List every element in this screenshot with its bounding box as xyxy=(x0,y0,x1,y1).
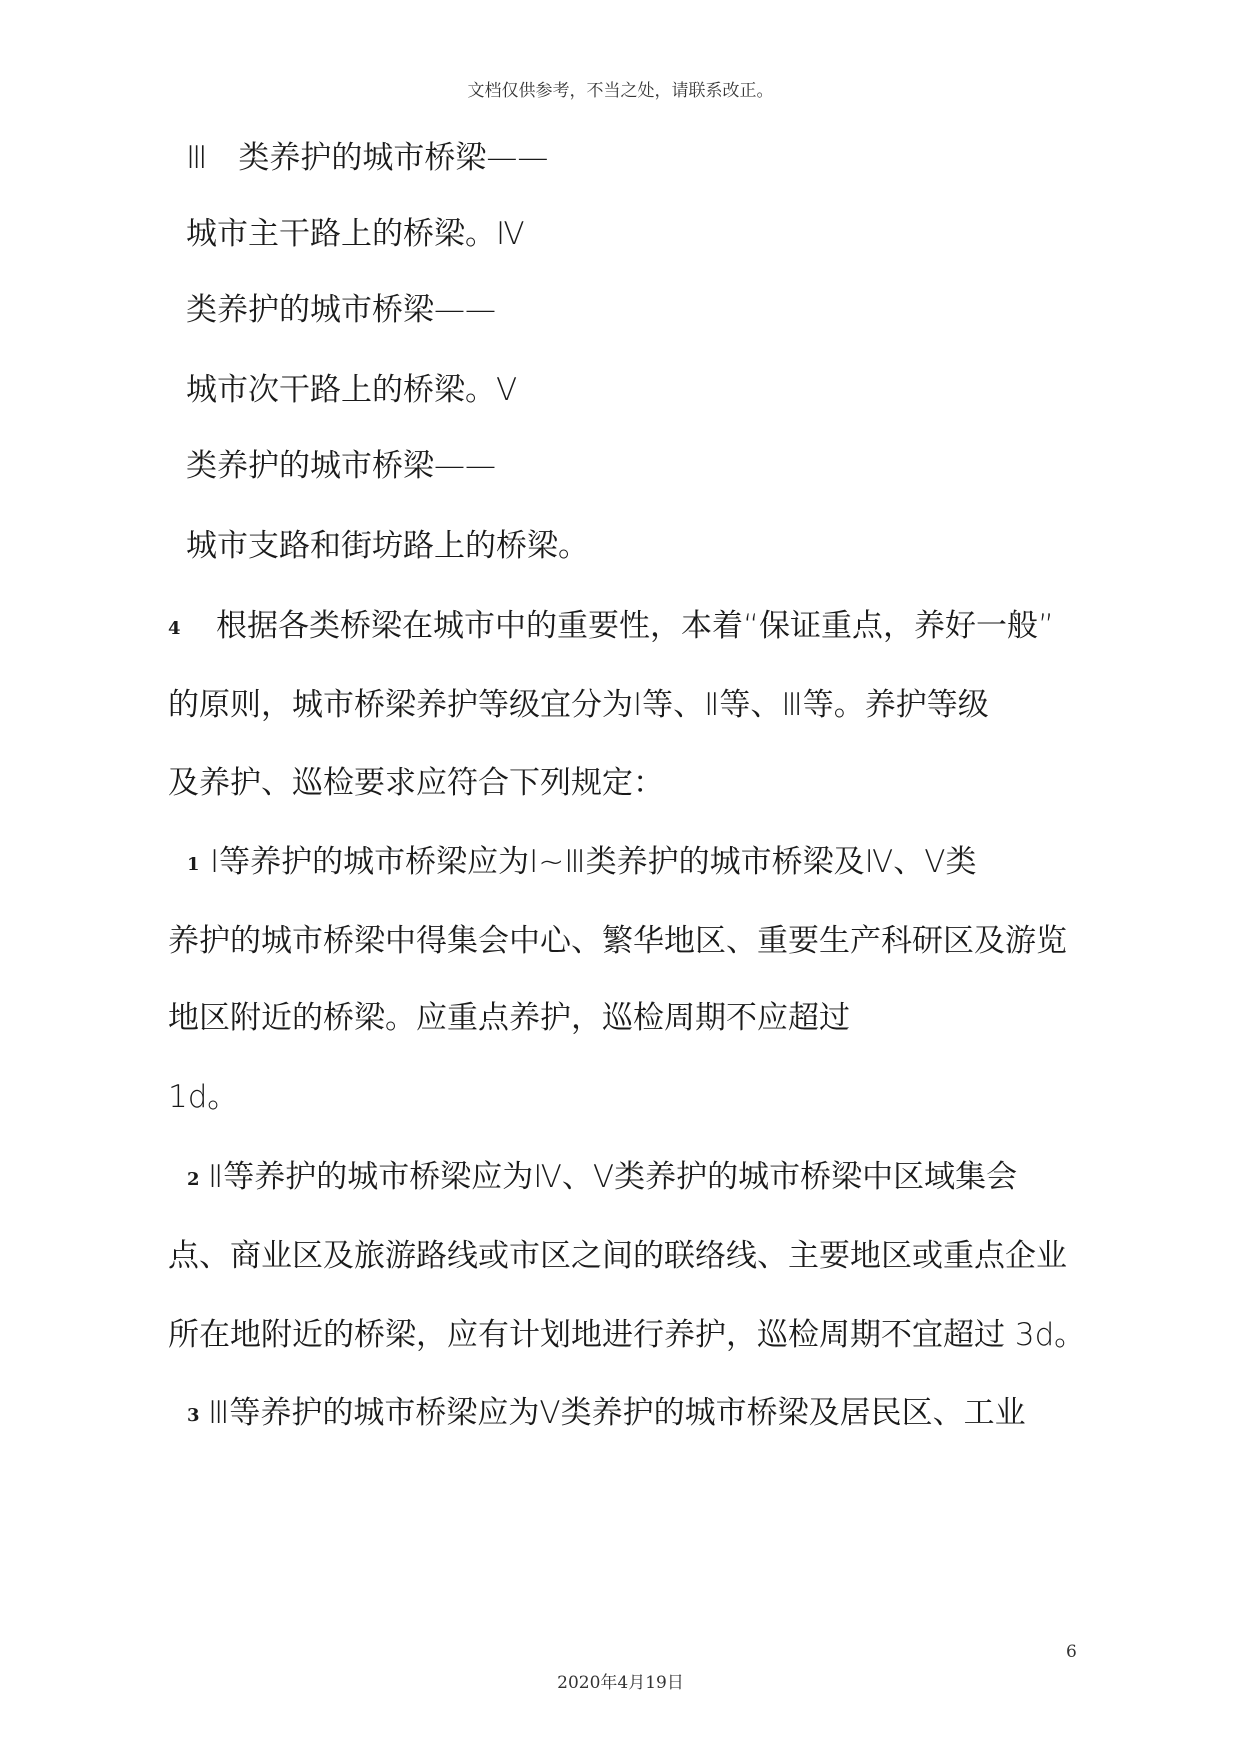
page-number: 6 xyxy=(1066,1642,1077,1662)
text-line: 根据各类桥梁在城市中的重要性，本着“保证重点，养好一般” xyxy=(216,608,1055,644)
text-line: Ⅲ等养护的城市桥梁应为Ⅴ类养护的城市桥梁及居民区、工业 xyxy=(208,1395,1026,1431)
text-line: 所在地附近的桥梁，应有计划地进行养护，巡检周期不宜超过 3d。 xyxy=(168,1317,1086,1353)
text-line: 地区附近的桥梁。应重点养护，巡检周期不应超过 xyxy=(168,1000,850,1036)
text-line: 类养护的城市桥梁—— xyxy=(186,292,496,328)
text-line: 城市主干路上的桥梁。Ⅳ xyxy=(186,216,525,252)
header-note: 文档仅供参考，不当之处，请联系改正。 xyxy=(467,81,774,101)
text-line: 城市支路和街坊路上的桥梁。 xyxy=(186,528,589,564)
text-line: 养护的城市桥梁中得集会中心、繁华地区、重要生产科研区及游览 xyxy=(168,923,1067,959)
text-line: 的原则，城市桥梁养护等级宜分为Ⅰ等、Ⅱ等、Ⅲ等。养护等级 xyxy=(168,687,989,723)
clause-number: 4 xyxy=(168,618,181,639)
text-line: 及养护、巡检要求应符合下列规定： xyxy=(168,765,664,801)
item-number-3: 3 xyxy=(187,1405,200,1426)
text-line: Ⅱ等养护的城市桥梁应为Ⅳ、Ⅴ类养护的城市桥梁中区域集会 xyxy=(208,1159,1018,1195)
text-line: 类养护的城市桥梁—— xyxy=(186,448,496,484)
text-line: Ⅰ等养护的城市桥梁应为Ⅰ~Ⅲ类养护的城市桥梁及Ⅳ、Ⅴ类 xyxy=(210,844,977,880)
item-number-2: 2 xyxy=(187,1169,200,1190)
text-line: 城市次干路上的桥梁。Ⅴ xyxy=(186,372,518,408)
text-line: Ⅲ 类养护的城市桥梁—— xyxy=(186,140,549,176)
text-line: 1d。 xyxy=(168,1079,239,1115)
footer-date: 2020年4月19日 xyxy=(557,1673,684,1693)
item-number-1: 1 xyxy=(187,854,200,875)
text-line: 点、商业区及旅游路线或市区之间的联络线、主要地区或重点企业 xyxy=(168,1238,1067,1274)
